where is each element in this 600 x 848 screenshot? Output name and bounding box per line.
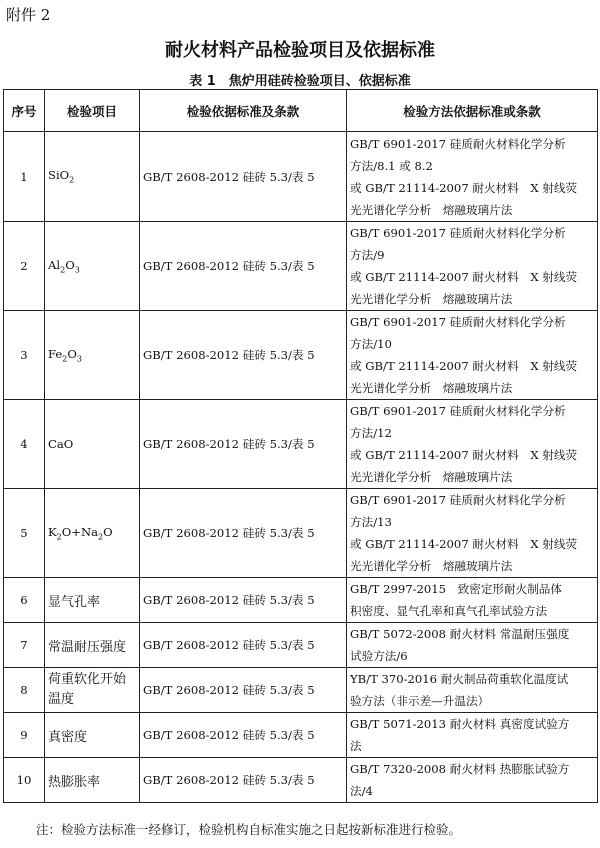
method-line: GB/T 5071-2013 耐火材料 真密度试验方 bbox=[350, 717, 570, 731]
method-line: GB/T 7320-2008 耐火材料 热膨胀试验方 bbox=[350, 762, 570, 776]
method-line: 光光谱化学分析 熔融玻璃片法 bbox=[350, 470, 513, 484]
item-text: Fe bbox=[48, 346, 63, 361]
inspection-item bbox=[45, 132, 140, 222]
item-line: 温度 bbox=[48, 692, 75, 707]
item-subscript: 2 bbox=[60, 265, 66, 275]
item-text: K bbox=[48, 524, 57, 539]
row-number: 5 bbox=[4, 489, 45, 578]
method-line: GB/T 6901-2017 硅质耐火材料化学分析 bbox=[350, 226, 566, 240]
row-number: 8 bbox=[4, 668, 45, 713]
method-line: YB/T 370-2016 耐火制品荷重软化温度试 bbox=[350, 672, 569, 686]
inspection-method bbox=[347, 400, 598, 489]
item-subscript: 3 bbox=[74, 265, 80, 275]
inspection-method bbox=[347, 758, 598, 803]
inspection-item bbox=[45, 578, 140, 623]
inspection-basis: GB/T 2608-2012 硅砖 5.3/表 5 bbox=[140, 668, 347, 713]
method-line: 方法/13 bbox=[350, 515, 392, 529]
inspection-item bbox=[45, 311, 140, 400]
inspection-table bbox=[3, 89, 598, 803]
row-number: 6 bbox=[4, 578, 45, 623]
inspection-method bbox=[347, 668, 598, 713]
table-body bbox=[4, 132, 598, 803]
method-line: GB/T 6901-2017 硅质耐火材料化学分析 bbox=[350, 493, 566, 507]
header-no: 序号 bbox=[4, 90, 45, 132]
inspection-method bbox=[347, 132, 598, 222]
table-row bbox=[4, 400, 598, 489]
item-subscript: 3 bbox=[76, 354, 82, 364]
item-line: 荷重软化开始 bbox=[48, 672, 127, 687]
row-number: 3 bbox=[4, 311, 45, 400]
inspection-method bbox=[347, 713, 598, 758]
method-line: 方法/9 bbox=[350, 248, 385, 262]
row-number: 9 bbox=[4, 713, 45, 758]
inspection-item bbox=[45, 222, 140, 311]
method-line: 或 GB/T 21114-2007 耐火材料 X 射线荧 bbox=[350, 359, 578, 373]
method-line: 积密度、显气孔率和真气孔率试验方法 bbox=[350, 604, 548, 618]
row-number: 4 bbox=[4, 400, 45, 489]
method-line: GB/T 6901-2017 硅质耐火材料化学分析 bbox=[350, 136, 566, 151]
method-line: 法/4 bbox=[350, 784, 373, 798]
inspection-basis: GB/T 2608-2012 硅砖 5.3/表 5 bbox=[140, 623, 347, 668]
row-number: 7 bbox=[4, 623, 45, 668]
row-number: 10 bbox=[4, 758, 45, 803]
inspection-basis: GB/T 2608-2012 硅砖 5.3/表 5 bbox=[140, 222, 347, 311]
method-line: 法 bbox=[350, 739, 362, 753]
inspection-basis: GB/T 2608-2012 硅砖 5.3/表 5 bbox=[140, 311, 347, 400]
item-text: 显气孔率 bbox=[48, 594, 101, 610]
table-row bbox=[4, 668, 598, 713]
table-row bbox=[4, 132, 598, 222]
inspection-basis: GB/T 2608-2012 硅砖 5.3/表 5 bbox=[140, 758, 347, 803]
method-line: 光光谱化学分析 熔融玻璃片法 bbox=[350, 202, 513, 217]
item-text: O+Na bbox=[61, 524, 99, 539]
table-row bbox=[4, 489, 598, 578]
item-text: SiO bbox=[48, 168, 70, 183]
footnote: 注：检验方法标准一经修订，检验机构自标准实施之日起按新标准进行检验。 bbox=[36, 822, 462, 837]
page-title: 耐火材料产品检验项目及依据标准 bbox=[165, 40, 435, 61]
inspection-item bbox=[45, 713, 140, 758]
inspection-basis: GB/T 2608-2012 硅砖 5.3/表 5 bbox=[140, 713, 347, 758]
method-line: 或 GB/T 21114-2007 耐火材料 X 射线荧 bbox=[350, 537, 578, 551]
inspection-method bbox=[347, 489, 598, 578]
item-text: 热膨胀率 bbox=[48, 774, 101, 790]
item-text: CaO bbox=[48, 437, 74, 451]
table-row bbox=[4, 578, 598, 623]
item-text: O bbox=[65, 257, 75, 272]
method-line: 光光谱化学分析 熔融玻璃片法 bbox=[350, 292, 513, 306]
inspection-basis: GB/T 2608-2012 硅砖 5.3/表 5 bbox=[140, 578, 347, 623]
item-text: 常温耐压强度 bbox=[48, 639, 127, 655]
header-item: 检验项目 bbox=[45, 90, 140, 132]
header-method: 检验方法依据标准或条款 bbox=[347, 90, 598, 132]
item-subscript: 2 bbox=[69, 175, 75, 185]
method-line: GB/T 5072-2008 耐火材料 常温耐压强度 bbox=[350, 627, 570, 641]
item-subscript: 2 bbox=[56, 532, 62, 542]
method-line: 光光谱化学分析 熔融玻璃片法 bbox=[350, 381, 513, 395]
inspection-method bbox=[347, 623, 598, 668]
row-number: 2 bbox=[4, 222, 45, 311]
method-line: 方法/8.1 或 8.2 bbox=[350, 158, 433, 173]
header-basis: 检验依据标准及条款 bbox=[140, 90, 347, 132]
item-subscript: 2 bbox=[62, 354, 68, 364]
inspection-basis: GB/T 2608-2012 硅砖 5.3/表 5 bbox=[140, 489, 347, 578]
item-text: Al bbox=[48, 257, 61, 272]
row-number: 1 bbox=[4, 132, 45, 222]
method-line: 光光谱化学分析 熔融玻璃片法 bbox=[350, 559, 513, 573]
inspection-basis: GB/T 2608-2012 硅砖 5.3/表 5 bbox=[140, 132, 347, 222]
method-line: 或 GB/T 21114-2007 耐火材料 X 射线荧 bbox=[350, 270, 578, 284]
item-text: O bbox=[67, 346, 77, 361]
method-line: GB/T 6901-2017 硅质耐火材料化学分析 bbox=[350, 315, 566, 329]
table-row bbox=[4, 222, 598, 311]
method-line: GB/T 2997-2015 致密定形耐火制品体 bbox=[350, 582, 562, 596]
inspection-item bbox=[45, 400, 140, 489]
table-caption: 表 1 焦炉用硅砖检验项目、依据标准 bbox=[189, 74, 411, 89]
method-line: 或 GB/T 21114-2007 耐火材料 X 射线荧 bbox=[350, 180, 578, 195]
inspection-item bbox=[45, 489, 140, 578]
attachment-label: 附件 2 bbox=[6, 6, 51, 24]
method-line: 或 GB/T 21114-2007 耐火材料 X 射线荧 bbox=[350, 448, 578, 462]
table-row bbox=[4, 713, 598, 758]
item-text: O bbox=[103, 524, 113, 539]
inspection-method bbox=[347, 578, 598, 623]
table-header-row bbox=[4, 90, 598, 132]
inspection-method bbox=[347, 222, 598, 311]
inspection-method bbox=[347, 311, 598, 400]
method-line: 验方法（非示差—升温法） bbox=[350, 694, 490, 708]
method-line: 方法/10 bbox=[350, 337, 392, 351]
method-line: 试验方法/6 bbox=[350, 649, 408, 663]
method-line: GB/T 6901-2017 硅质耐火材料化学分析 bbox=[350, 404, 566, 418]
table-row bbox=[4, 623, 598, 668]
table-row bbox=[4, 758, 598, 803]
inspection-basis: GB/T 2608-2012 硅砖 5.3/表 5 bbox=[140, 400, 347, 489]
inspection-item bbox=[45, 623, 140, 668]
method-line: 方法/12 bbox=[350, 426, 392, 440]
inspection-item bbox=[45, 758, 140, 803]
table-row bbox=[4, 311, 598, 400]
item-text: 真密度 bbox=[48, 729, 88, 745]
item-subscript: 2 bbox=[98, 532, 104, 542]
inspection-item bbox=[45, 668, 140, 713]
